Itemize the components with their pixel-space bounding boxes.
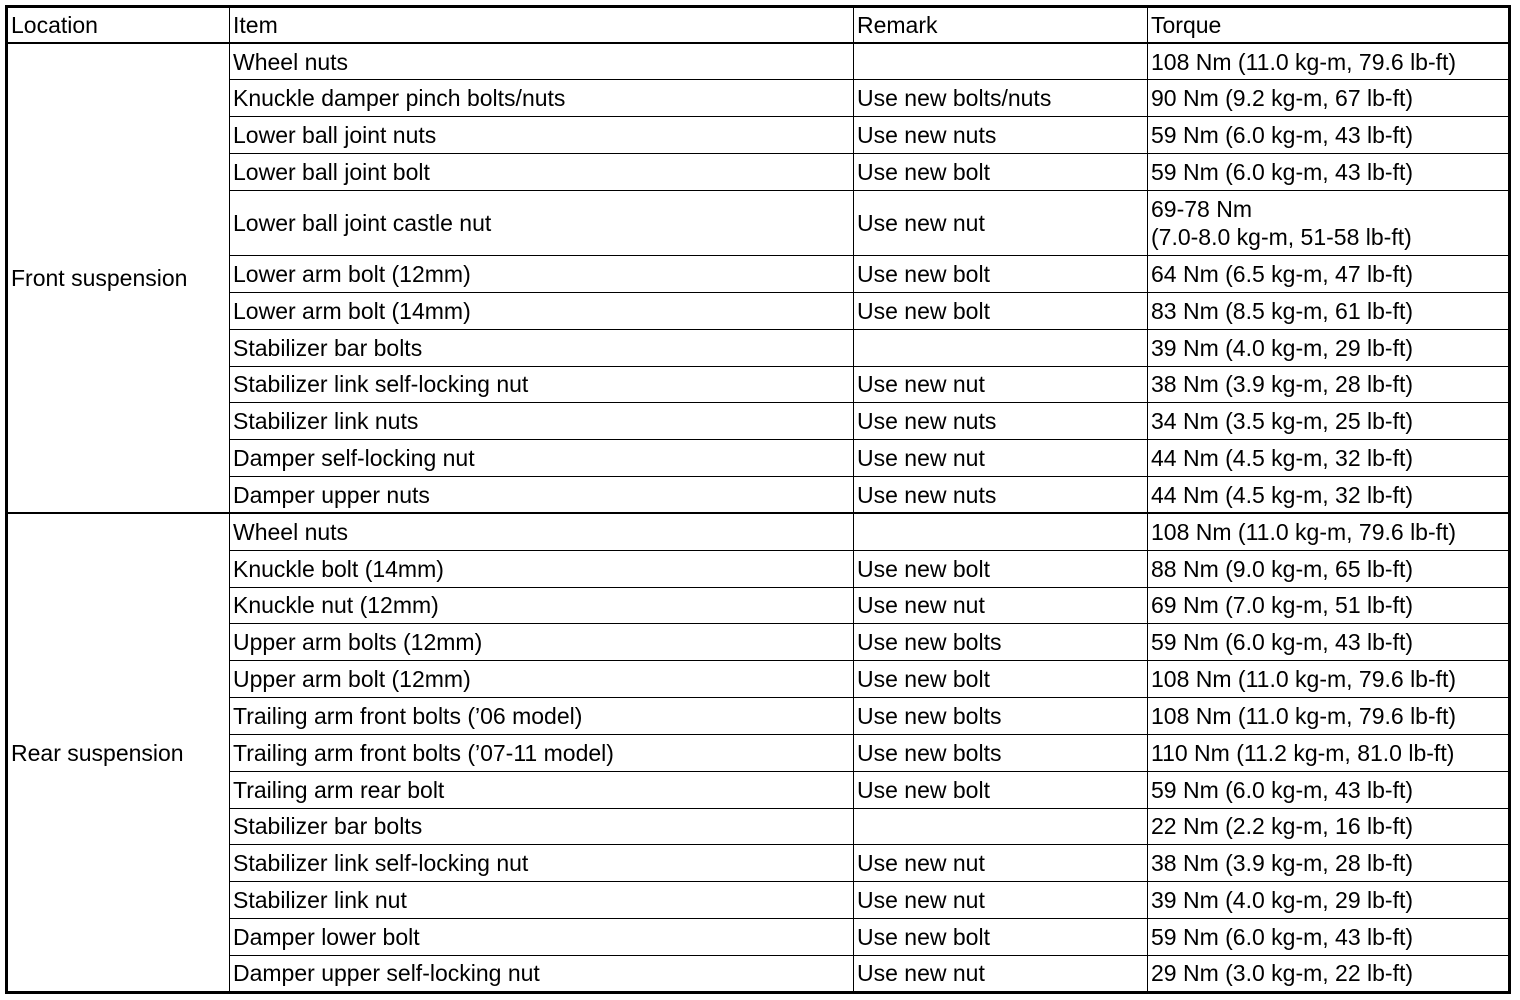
table-row [7,808,1510,845]
item-cell: Upper arm bolts (12mm) [230,624,854,661]
item-cell: Damper lower bolt [230,918,854,955]
table-row [7,329,1510,366]
torque-cell: 69 Nm (7.0 kg-m, 51 lb-ft) [1148,587,1510,624]
torque-cell: 59 Nm (6.0 kg-m, 43 lb-ft) [1148,918,1510,955]
remark-cell: Use new bolts [854,734,1148,771]
remark-cell: Use new bolt [854,771,1148,808]
table-row [7,190,1510,255]
header-item: Item [230,7,854,44]
item-cell: Knuckle damper pinch bolts/nuts [230,80,854,117]
torque-cell: 38 Nm (3.9 kg-m, 28 lb-ft) [1148,366,1510,403]
remark-cell: Use new nuts [854,477,1148,514]
torque-cell: 59 Nm (6.0 kg-m, 43 lb-ft) [1148,771,1510,808]
table-row [7,366,1510,403]
table-row [7,292,1510,329]
location-cell: Front suspension [7,43,230,513]
item-cell: Damper upper self-locking nut [230,955,854,992]
table-row [7,698,1510,735]
torque-cell: 29 Nm (3.0 kg-m, 22 lb-ft) [1148,955,1510,992]
remark-cell: Use new bolts [854,624,1148,661]
torque-cell: 108 Nm (11.0 kg-m, 79.6 lb-ft) [1148,513,1510,550]
table-row [7,734,1510,771]
item-cell: Damper upper nuts [230,477,854,514]
table-row [7,513,1510,550]
torque-cell: 38 Nm (3.9 kg-m, 28 lb-ft) [1148,845,1510,882]
torque-cell: 108 Nm (11.0 kg-m, 79.6 lb-ft) [1148,698,1510,735]
torque-cell: 44 Nm (4.5 kg-m, 32 lb-ft) [1148,477,1510,514]
header-torque: Torque [1148,7,1510,44]
remark-cell: Use new bolt [854,256,1148,293]
item-cell: Stabilizer link nuts [230,403,854,440]
remark-cell: Use new nuts [854,403,1148,440]
item-cell: Stabilizer bar bolts [230,329,854,366]
torque-cell: 34 Nm (3.5 kg-m, 25 lb-ft) [1148,403,1510,440]
table-row [7,882,1510,919]
item-cell: Trailing arm front bolts (’06 model) [230,698,854,735]
torque-cell: 83 Nm (8.5 kg-m, 61 lb-ft) [1148,292,1510,329]
item-cell: Wheel nuts [230,513,854,550]
table-row [7,587,1510,624]
torque-cell: 44 Nm (4.5 kg-m, 32 lb-ft) [1148,440,1510,477]
table-row [7,256,1510,293]
table-header [7,7,1510,44]
table-row [7,550,1510,587]
table-row [7,440,1510,477]
remark-cell: Use new nut [854,882,1148,919]
torque-cell: 39 Nm (4.0 kg-m, 29 lb-ft) [1148,329,1510,366]
remark-cell: Use new bolt [854,661,1148,698]
item-cell: Stabilizer link self-locking nut [230,366,854,403]
item-cell: Lower arm bolt (12mm) [230,256,854,293]
table-row [7,624,1510,661]
torque-cell: 59 Nm (6.0 kg-m, 43 lb-ft) [1148,624,1510,661]
table-row [7,43,1510,80]
header-location: Location [7,7,230,44]
item-cell: Wheel nuts [230,43,854,80]
remark-cell: Use new nut [854,845,1148,882]
torque-cell: 90 Nm (9.2 kg-m, 67 lb-ft) [1148,80,1510,117]
remark-cell: Use new nut [854,587,1148,624]
torque-cell: 110 Nm (11.2 kg-m, 81.0 lb-ft) [1148,734,1510,771]
item-cell: Trailing arm rear bolt [230,771,854,808]
remark-cell: Use new nut [854,190,1148,255]
remark-cell: Use new nut [854,440,1148,477]
item-cell: Damper self-locking nut [230,440,854,477]
table-body [7,43,1510,993]
remark-cell [854,329,1148,366]
remark-cell: Use new nut [854,955,1148,992]
remark-cell: Use new bolts/nuts [854,80,1148,117]
torque-cell: 39 Nm (4.0 kg-m, 29 lb-ft) [1148,882,1510,919]
torque-specification-table [5,5,1511,994]
torque-cell: 22 Nm (2.2 kg-m, 16 lb-ft) [1148,808,1510,845]
table-row [7,918,1510,955]
torque-cell: 108 Nm (11.0 kg-m, 79.6 lb-ft) [1148,43,1510,80]
remark-cell [854,513,1148,550]
item-cell: Lower ball joint castle nut [230,190,854,255]
location-cell: Rear suspension [7,513,230,992]
item-cell: Knuckle bolt (14mm) [230,550,854,587]
item-cell: Trailing arm front bolts (’07-11 model) [230,734,854,771]
torque-cell: 59 Nm (6.0 kg-m, 43 lb-ft) [1148,153,1510,190]
table-row [7,477,1510,514]
torque-cell: 69-78 Nm (7.0-8.0 kg-m, 51-58 lb-ft) [1148,190,1510,255]
header-remark: Remark [854,7,1148,44]
remark-cell: Use new bolts [854,698,1148,735]
remark-cell: Use new bolt [854,153,1148,190]
remark-cell: Use new nuts [854,117,1148,154]
remark-cell: Use new bolt [854,292,1148,329]
item-cell: Knuckle nut (12mm) [230,587,854,624]
item-cell: Lower ball joint nuts [230,117,854,154]
item-cell: Stabilizer link nut [230,882,854,919]
remark-cell [854,808,1148,845]
table-row [7,955,1510,992]
table-row [7,403,1510,440]
table-row [7,845,1510,882]
item-cell: Lower ball joint bolt [230,153,854,190]
table-row [7,771,1510,808]
torque-cell: 88 Nm (9.0 kg-m, 65 lb-ft) [1148,550,1510,587]
remark-cell: Use new bolt [854,918,1148,955]
torque-cell: 108 Nm (11.0 kg-m, 79.6 lb-ft) [1148,661,1510,698]
torque-cell: 64 Nm (6.5 kg-m, 47 lb-ft) [1148,256,1510,293]
table-row [7,661,1510,698]
torque-cell: 59 Nm (6.0 kg-m, 43 lb-ft) [1148,117,1510,154]
table-row [7,80,1510,117]
item-cell: Stabilizer link self-locking nut [230,845,854,882]
remark-cell: Use new nut [854,366,1148,403]
table-row [7,117,1510,154]
remark-cell: Use new bolt [854,550,1148,587]
item-cell: Upper arm bolt (12mm) [230,661,854,698]
remark-cell [854,43,1148,80]
item-cell: Stabilizer bar bolts [230,808,854,845]
table-row [7,153,1510,190]
item-cell: Lower arm bolt (14mm) [230,292,854,329]
header-row [7,7,1510,44]
